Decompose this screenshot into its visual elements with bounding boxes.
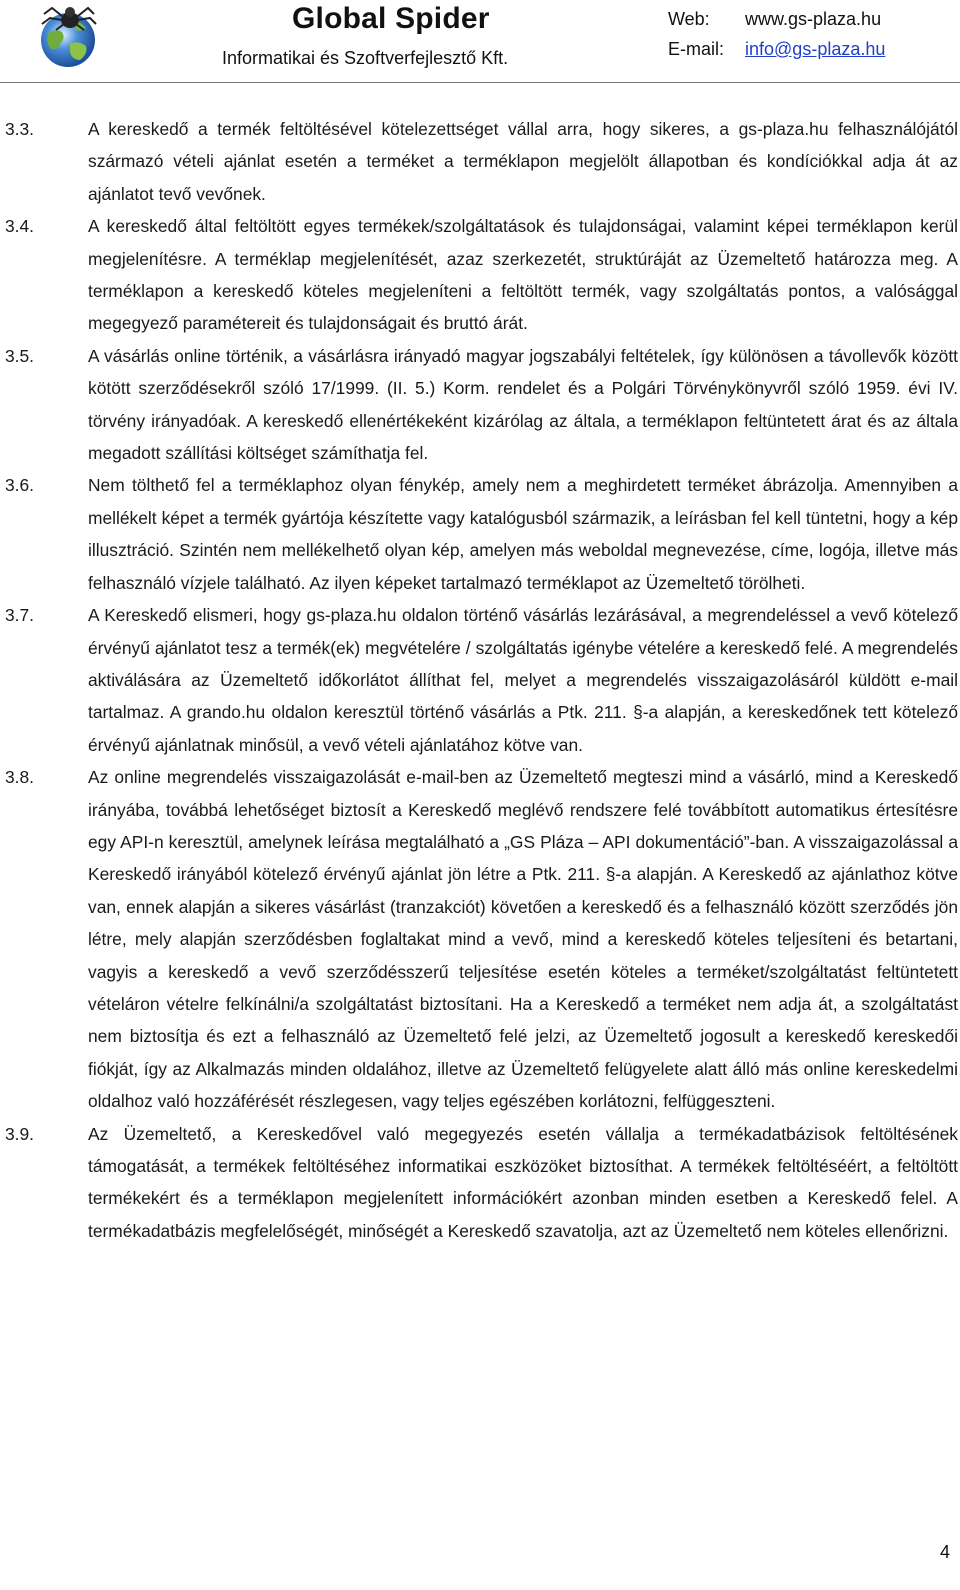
section-text: Az Üzemeltető, a Kereskedővel való megegyezés esetén vállalja a termékadatbázisok feltöltésének támogatását, a termékek feltöltéséhez informatikai eszközöket biztosíthat. A termékek feltöltéséért, a feltöltött termékekért és a terméklapon megjelenített információkért azonban minden esetben a Kereskedő felel. A termékadatbázis megfelelőségét, minőségét a Kereskedő szavatolja, azt az Üzemeltető nem köteles ellenőrizni. [88,1123,958,1241]
section-number: 3.9. [5,1123,35,1144]
section-number: 3.7. [5,605,35,626]
section-number: 3.3. [5,119,35,139]
web-value: www.gs-plaza.hu [745,9,882,29]
section-text: A Kereskedő elismeri, hogy gs-plaza.hu oldalon történő vásárlás lezárásával, a megrendeléssel a vevő kötelező érvényű ajánlatot tesz a termék(ek) megvételére / szolgáltatás igénybe vételére a kereskedő felé. A megrendelés aktiválására az Üzemeltető időkorlátot állíthat fel, melyet a megrendelés visszaigazolásáról küldött e-mail tartalmaz. A grando.hu oldalon keresztül történő vásárlás a Ptk. 211. §-a alapján, a kereskedőnek tett kötelező érvényű ajánlatnak minősül, a vevő vételi ajánlatához kötve van. [88,605,958,755]
section-number: 3.5. [5,345,35,366]
web-row [668,4,885,34]
section-3-6 [0,469,960,599]
email-link[interactable]: info@gs-plaza.hu [745,39,886,59]
web-label: Web: [668,9,710,29]
email-row [668,34,885,64]
section-3-5 [0,340,960,470]
contact-block [668,4,885,64]
section-text: Az online megrendelés visszaigazolását e-mail-ben az Üzemeltető megteszi mind a vásárló, mind a Kereskedő irányába, továbbá lehetőséget biztosít a Kereskedő meglévő rendszere felé továbbított automatikus értesítésre egy API-n keresztül, amelynek leírása megtalálható a „GS Pláza – API dokumentáció”-ban. A visszaigazolással a Kereskedő irányából kötelező érvényű ajánlat jön létre a Ptk. 211. §-a alapján. A Kereskedő az ajánlathoz kötve van, ennek alapján a sikeres vásárlást (tranzakciót) követően a kereskedő és a felhasználó között szerződés jön létre, mely alapján szerződésben foglaltakat mind a vevő, mind a kereskedő köteles teljesíteni és betartani, vagyis a kereskedő a vevő szerződésszerű teljesítése esetén köteles a terméket/szolgáltatást feltüntetett vételáron vételre felkínálni/a szolgáltatást biztosítani. Ha a Kereskedő a terméket nem adja át, a szolgáltatást nem biztosítja és ezt a felhasználó az Üzemeltető felé jelzi, az Üzemeltető jogosult a kereskedő kereskedői fiókját, így az Alkalmazás minden oldalához, illetve az Üzemeltető felügyelete alatt álló más online kereskedelmi oldalhoz való hozzáférését részlegesen, vagy teljes egészében korlátozni, felfüggeszteni. [88,767,958,1112]
spider-globe-logo-icon [34,4,100,70]
section-number: 3.6. [5,475,35,496]
company-subtitle: Informatikai és Szoftverfejlesztő Kft. [222,48,509,68]
section-3-8 [0,761,960,1117]
company-name: Global Spider [292,2,490,35]
page-number: 4 [939,1542,950,1562]
section-text: A vásárlás online történik, a vásárlásra irányadó magyar jogszabályi feltételek, így különösen a távollevők között kötött szerződésekről szóló 17/1999. (II. 5.) Korm. rendelet és a Polgári Törvénykönyvről szóló 1959. évi IV. törvény irányadóak. A kereskedő ellenértékeként kizárólag az általa, a terméklapon feltüntetett árat és az általa megadott szállítási költséget számíthatja fel. [88,345,958,464]
section-text: A kereskedő által feltöltött egyes termékek/szolgáltatások és tulajdonságai, valamint képei terméklapon kerül megjelenítésre. A terméklap megjelenítését, azaz szerkezetét, struktúráját az Üzemeltető határozza meg. A terméklapon a kereskedő köteles megjeleníteni a feltöltött termék, vagy szolgáltatás pontos, a valósággal megegyező paramétereit és tulajdonságait és bruttó árát. [88,216,958,334]
page-header [0,0,960,84]
section-number: 3.4. [5,216,35,237]
header-divider [0,82,960,83]
section-3-4 [0,210,960,340]
section-number: 3.8. [5,767,35,788]
document-body [0,113,960,1247]
section-3-7 [0,599,960,761]
section-3-3 [0,113,960,210]
section-text: A kereskedő a termék feltöltésével kötelezettséget vállal arra, hogy sikeres, a gs-plaza.hu felhasználójától származó vételi ajánlat esetén a terméket a terméklapon megjelölt állapotban és kondíciókkal adja át az ajánlatot tevő vevőnek. [88,119,958,204]
email-label: E-mail: [668,39,725,59]
section-3-9 [0,1118,960,1248]
section-text: Nem tölthető fel a terméklaphoz olyan fénykép, amely nem a meghirdetett terméket ábrázolja. Amennyiben a mellékelt képet a termék gyártója készítette vagy katalógusból származik, a leírásban fel kell tüntetni, hogy a kép illusztráció. Szintén nem mellékelhető olyan kép, amelyen más weboldal megnevezése, címe, logója, illetve más felhasználó vízjele található. Az ilyen képeket tartalmazó terméklapot az Üzemeltető törölheti. [88,475,958,593]
